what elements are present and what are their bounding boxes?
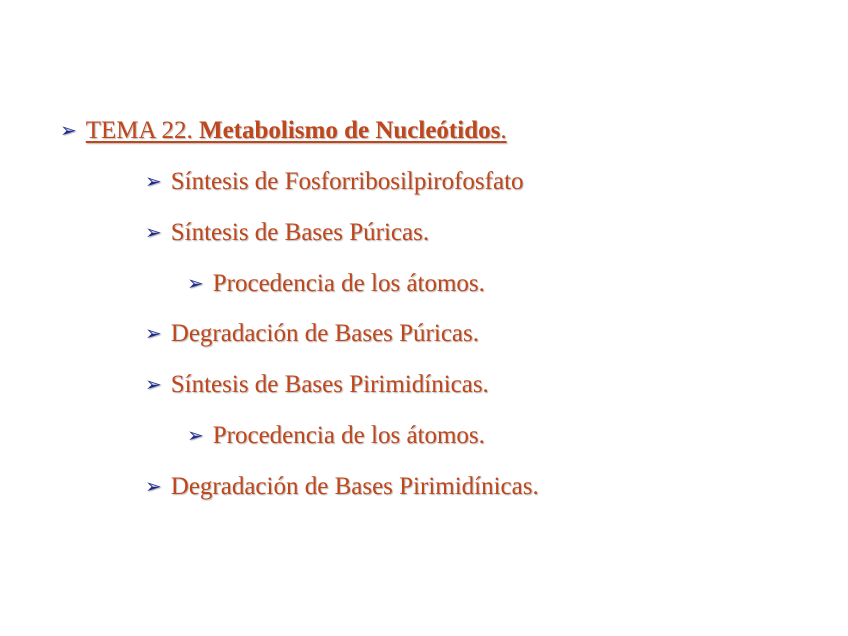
bullet-item-text: Degradación de Bases Púricas. <box>170 320 479 347</box>
bullet-item-text: Síntesis de Bases Púricas. <box>170 219 430 246</box>
arrow-bullet-icon: ➢ <box>187 425 204 447</box>
bullet-item-text: Procedencia de los átomos. <box>212 422 485 449</box>
arrow-bullet-icon: ➢ <box>60 120 77 142</box>
arrow-bullet-icon: ➢ <box>145 323 162 345</box>
bullet-item-text: Degradación de Bases Pirimidínicas. <box>170 473 539 500</box>
bullet-item <box>145 319 479 350</box>
bullet-item-text: Procedencia de los átomos. <box>212 270 485 297</box>
bullet-item <box>145 370 489 401</box>
bullet-item <box>145 472 539 503</box>
slide-title <box>86 116 507 146</box>
title-bold: Metabolismo de Nucleótidos <box>198 117 501 144</box>
title-prefix: TEMA 22. <box>85 117 199 144</box>
bullet-item <box>145 167 524 198</box>
title-suffix: . <box>500 117 507 144</box>
arrow-bullet-icon: ➢ <box>145 476 162 498</box>
title-row <box>60 116 507 147</box>
arrow-bullet-icon: ➢ <box>145 374 162 396</box>
bullet-item <box>145 218 429 249</box>
arrow-bullet-icon: ➢ <box>145 171 162 193</box>
bullet-item-text: Síntesis de Fosforribosilpirofosfato <box>170 168 524 195</box>
sub-bullet-item <box>187 269 485 300</box>
arrow-bullet-icon: ➢ <box>145 222 162 244</box>
bullet-item-text: Síntesis de Bases Pirimidínicas. <box>170 371 489 398</box>
arrow-bullet-icon: ➢ <box>187 273 204 295</box>
sub-bullet-item <box>187 421 485 452</box>
